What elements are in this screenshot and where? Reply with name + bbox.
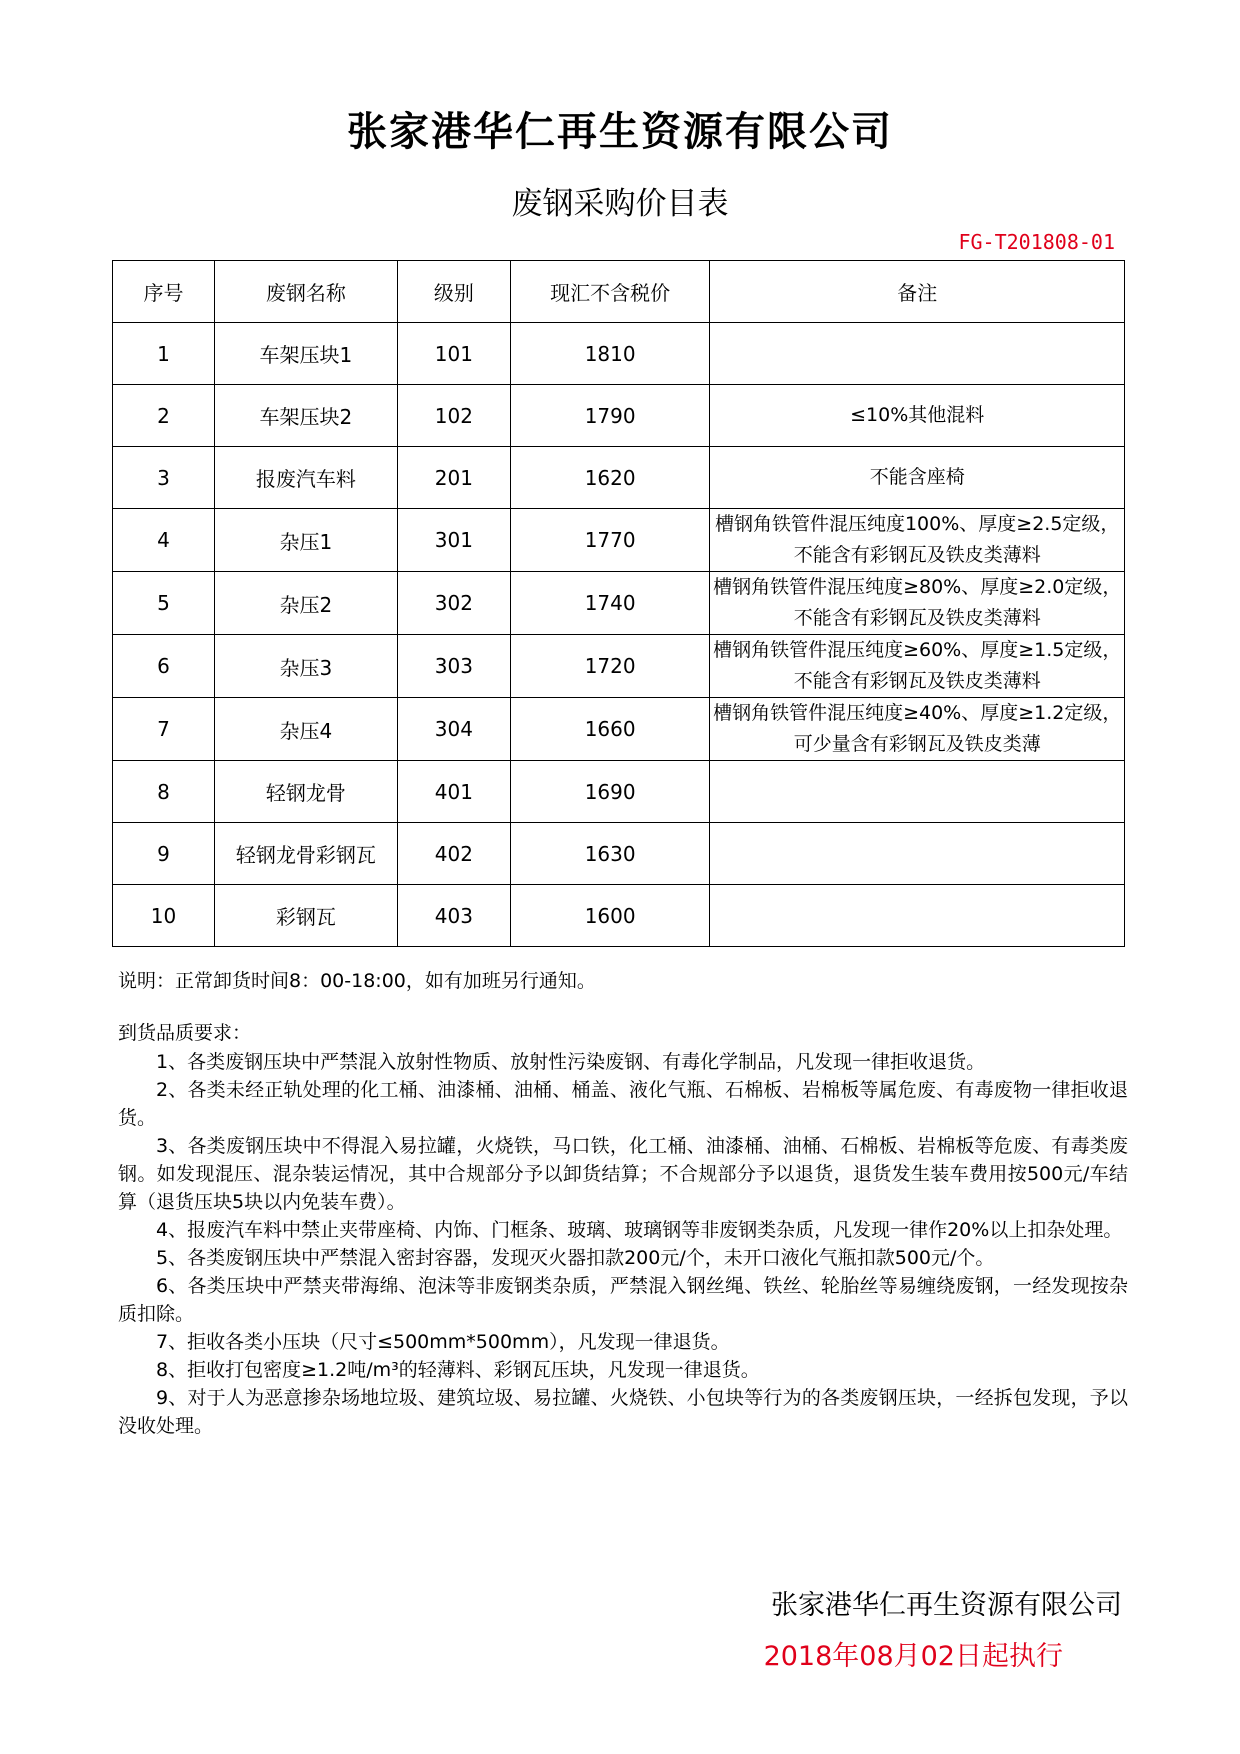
table-row <box>113 385 1125 447</box>
row-grade: 403 <box>397 885 510 947</box>
column-header-remark: 备注 <box>710 261 1125 323</box>
requirement-item: 9、对于人为恶意掺杂场地垃圾、建筑垃圾、易拉罐、火烧铁、小包块等行为的各类废钢压块，一经拆包发现，予以没收处理。 <box>118 1387 1128 1437</box>
row-no: 9 <box>113 823 215 885</box>
notes-section <box>118 966 1128 1440</box>
page-title: 张家港华仁再生资源有限公司 <box>347 109 893 155</box>
requirement-item: 4、报废汽车料中禁止夹带座椅、内饰、门框条、玻璃、玻璃钢等非废钢类杂质，凡发现一律作20%以上扣杂处理。 <box>156 1219 1123 1241</box>
row-price: 1600 <box>510 885 710 947</box>
column-header-no: 序号 <box>113 261 215 323</box>
table-row <box>113 698 1125 761</box>
row-remark: 槽钢角铁管件混压纯度≥80%、厚度≥2.0定级，不能含有彩钢瓦及铁皮类薄料 <box>710 572 1125 635</box>
row-grade: 101 <box>397 323 510 385</box>
table-row <box>113 761 1125 823</box>
row-grade: 401 <box>397 761 510 823</box>
table-row <box>113 823 1125 885</box>
row-name: 杂压1 <box>214 509 397 572</box>
row-no: 8 <box>113 761 215 823</box>
row-no: 3 <box>113 447 215 509</box>
row-price: 1630 <box>510 823 710 885</box>
row-no: 7 <box>113 698 215 761</box>
row-remark <box>710 885 1125 947</box>
row-price: 1690 <box>510 761 710 823</box>
row-remark: 槽钢角铁管件混压纯度≥40%、厚度≥1.2定级，可少量含有彩钢瓦及铁皮类薄 <box>710 698 1125 761</box>
requirement-item: 3、各类废钢压块中不得混入易拉罐，火烧铁，马口铁，化工桶、油漆桶、油桶、石棉板、岩棉板等危废、有毒类废钢。如发现混压、混杂装运情况，其中合规部分予以卸货结算；不合规部分予以退货，退货发生装车费用按500元/车结算（退货压块5块以内免装车费）。 <box>118 1135 1128 1213</box>
row-remark: 槽钢角铁管件混压纯度≥60%、厚度≥1.5定级，不能含有彩钢瓦及铁皮类薄料 <box>710 635 1125 698</box>
row-price: 1790 <box>510 385 710 447</box>
requirement-item: 1、各类废钢压块中严禁混入放射性物质、放射性污染废钢、有毒化学制品，凡发现一律拒收退货。 <box>156 1051 986 1073</box>
requirement-item: 7、拒收各类小压块（尺寸≤500mm*500mm），凡发现一律退货。 <box>156 1331 730 1353</box>
row-name: 杂压3 <box>214 635 397 698</box>
row-no: 5 <box>113 572 215 635</box>
row-no: 4 <box>113 509 215 572</box>
row-name: 轻钢龙骨 <box>214 761 397 823</box>
requirement-item: 5、各类废钢压块中严禁混入密封容器，发现灭火器扣款200元/个，未开口液化气瓶扣款500元/个。 <box>156 1247 995 1269</box>
table-row <box>113 447 1125 509</box>
table-row <box>113 635 1125 698</box>
effective-date: 2018年08月02日起执行 <box>763 1641 1063 1672</box>
quality-requirements-heading: 到货品质要求： <box>118 1022 252 1044</box>
row-grade: 304 <box>397 698 510 761</box>
row-name: 轻钢龙骨彩钢瓦 <box>214 823 397 885</box>
column-header-name: 废钢名称 <box>214 261 397 323</box>
requirement-item: 2、各类未经正轨处理的化工桶、油漆桶、油桶、桶盖、液化气瓶、石棉板、岩棉板等属危废、有毒废物一律拒收退货。 <box>118 1079 1128 1129</box>
row-price: 1770 <box>510 509 710 572</box>
row-name: 报废汽车料 <box>214 447 397 509</box>
row-price: 1620 <box>510 447 710 509</box>
row-grade: 102 <box>397 385 510 447</box>
row-no: 6 <box>113 635 215 698</box>
row-price: 1660 <box>510 698 710 761</box>
row-remark <box>710 323 1125 385</box>
row-price: 1720 <box>510 635 710 698</box>
row-grade: 303 <box>397 635 510 698</box>
row-remark: 不能含座椅 <box>710 447 1125 509</box>
row-remark <box>710 761 1125 823</box>
row-name: 车架压块1 <box>214 323 397 385</box>
table-header-row <box>113 261 1125 323</box>
document-number: FG-T201808-01 <box>958 230 1115 254</box>
row-grade: 301 <box>397 509 510 572</box>
column-header-price: 现汇不含税价 <box>510 261 710 323</box>
row-remark: ≤10%其他混料 <box>710 385 1125 447</box>
row-no: 2 <box>113 385 215 447</box>
row-name: 车架压块2 <box>214 385 397 447</box>
table-row <box>113 572 1125 635</box>
row-no: 10 <box>113 885 215 947</box>
row-no: 1 <box>113 323 215 385</box>
page-subtitle: 废钢采购价目表 <box>511 186 729 222</box>
requirement-item: 6、各类压块中严禁夹带海绵、泡沫等非废钢类杂质，严禁混入钢丝绳、铁丝、轮胎丝等易缠绕废钢，一经发现按杂质扣除。 <box>118 1275 1128 1325</box>
row-name: 彩钢瓦 <box>214 885 397 947</box>
row-remark: 槽钢角铁管件混压纯度100%、厚度≥2.5定级，不能含有彩钢瓦及铁皮类薄料 <box>710 509 1125 572</box>
column-header-grade: 级别 <box>397 261 510 323</box>
row-grade: 402 <box>397 823 510 885</box>
table-row <box>113 509 1125 572</box>
footer-company-name: 张家港华仁再生资源有限公司 <box>771 1590 1122 1621</box>
row-grade: 201 <box>397 447 510 509</box>
row-grade: 302 <box>397 572 510 635</box>
row-price: 1810 <box>510 323 710 385</box>
price-table <box>112 260 1125 947</box>
row-name: 杂压4 <box>214 698 397 761</box>
requirement-item: 8、拒收打包密度≥1.2吨/m³的轻薄料、彩钢瓦压块，凡发现一律退货。 <box>156 1359 760 1381</box>
row-name: 杂压2 <box>214 572 397 635</box>
table-row <box>113 885 1125 947</box>
table-row <box>113 323 1125 385</box>
unloading-hours-note: 说明：正常卸货时间8：00-18:00，如有加班另行通知。 <box>118 970 596 992</box>
row-remark <box>710 823 1125 885</box>
row-price: 1740 <box>510 572 710 635</box>
